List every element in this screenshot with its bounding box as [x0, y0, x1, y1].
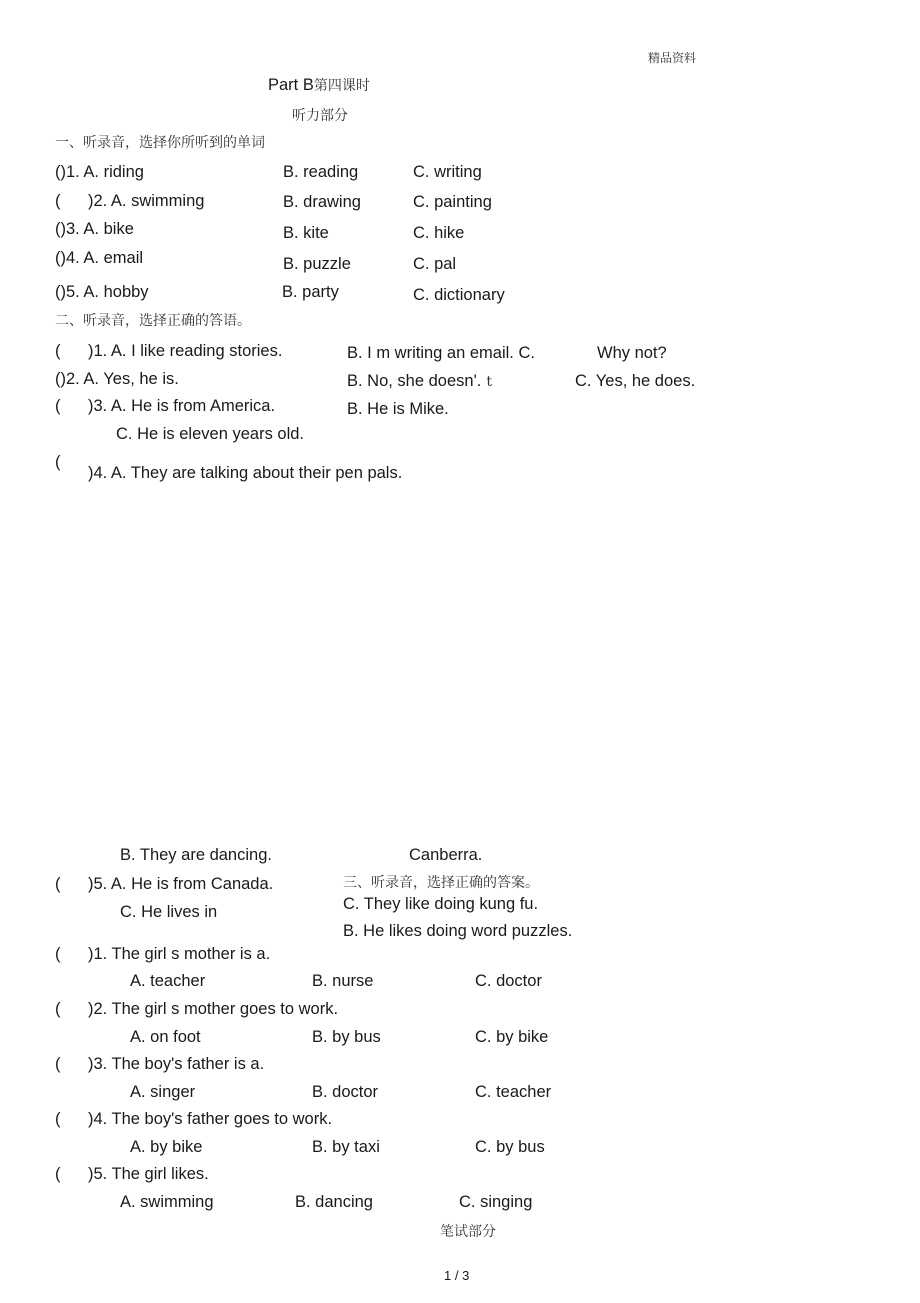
- s3-q5-c: C. singing: [459, 1193, 533, 1211]
- s1-q3-prefix: ()3. A. bike: [55, 220, 134, 238]
- s2-q5-c-tail: Canberra.: [409, 846, 483, 864]
- corner-label: 精品资料: [648, 51, 697, 65]
- s2-q1-b: B. I m writing an email. C.: [347, 344, 535, 362]
- s3-q4-q: )4. The boy's father goes to work.: [88, 1110, 333, 1128]
- s1-q4-b: B. puzzle: [283, 255, 351, 273]
- s2-q4-a: )4. A. They are talking about their pen pals.: [88, 464, 403, 482]
- title-part: Part B: [268, 76, 314, 94]
- s2-q3-paren: (: [55, 397, 61, 415]
- s3-q3-a: A. singer: [130, 1083, 196, 1101]
- page-number: 1 / 3: [444, 1268, 470, 1283]
- s2-q2-b-tail: t: [486, 374, 492, 390]
- s3-q2-paren: (: [55, 1000, 61, 1018]
- s2-q1-c: Why not?: [597, 344, 667, 362]
- s3-q1-q: )1. The girl s mother is a.: [88, 945, 271, 963]
- s1-q2-b: B. drawing: [283, 193, 361, 211]
- s2-q3-a: )3. A. He is from America.: [88, 397, 276, 415]
- s1-q5-c: C. dictionary: [413, 286, 505, 304]
- s3-q1-c: C. doctor: [475, 972, 542, 990]
- section-1-heading: 一、听录音，选择你所听到的单词: [55, 135, 265, 151]
- s1-q5-b: B. party: [282, 283, 339, 301]
- s1-q2-c: C. painting: [413, 193, 492, 211]
- s2-q5-b: B. He likes doing word puzzles.: [343, 922, 573, 940]
- s3-q4-b: B. by taxi: [312, 1138, 380, 1156]
- s3-q4-paren: (: [55, 1110, 61, 1128]
- s2-q3-c: C. He is eleven years old.: [116, 425, 305, 443]
- s2-q1-paren: (: [55, 342, 61, 360]
- section-2-heading: 二、听录音，选择正确的答语。: [55, 313, 251, 329]
- s3-q2-b: B. by bus: [312, 1028, 381, 1046]
- s3-q5-q: )5. The girl likes.: [88, 1165, 209, 1183]
- s2-q2-a: ()2. A. Yes, he is.: [55, 370, 179, 388]
- s1-q1-prefix: ()1. A. riding: [55, 163, 144, 181]
- s3-q2-q: )2. The girl s mother goes to work.: [88, 1000, 339, 1018]
- s1-q2-prefix: )2. A. swimming: [88, 192, 205, 210]
- s2-q4-b: B. They are dancing.: [120, 846, 272, 864]
- s3-q3-q: )3. The boy's father is a.: [88, 1055, 265, 1073]
- s1-q2-paren: (: [55, 192, 61, 210]
- s1-q5-prefix: ()5. A. hobby: [55, 283, 149, 301]
- s2-q3-b: B. He is Mike.: [347, 400, 449, 418]
- s2-q5-paren: (: [55, 875, 61, 893]
- s2-q1-a: )1. A. I like reading stories.: [88, 342, 283, 360]
- s1-q4-c: C. pal: [413, 255, 457, 273]
- s1-q1-b: B. reading: [283, 163, 359, 181]
- s2-q2-c: C. Yes, he does.: [575, 372, 696, 390]
- s1-q3-c: C. hike: [413, 224, 465, 242]
- s2-q5-c: C. He lives in: [120, 903, 218, 921]
- s3-q5-a: A. swimming: [120, 1193, 214, 1211]
- s1-q1-c: C. writing: [413, 163, 482, 181]
- s3-q1-a: A. teacher: [130, 972, 206, 990]
- s2-q2-b-text: B. No, she doesn'.: [347, 372, 482, 390]
- s2-q2-b: [347, 371, 492, 392]
- s2-q4-paren: (: [55, 453, 61, 471]
- s3-q2-a: A. on foot: [130, 1028, 201, 1046]
- s2-q4-c: C. They like doing kung fu.: [343, 895, 539, 913]
- s3-q5-paren: (: [55, 1165, 61, 1183]
- s3-q1-paren: (: [55, 945, 61, 963]
- section-3-heading: 三、听录音，选择正确的答案。: [343, 875, 539, 891]
- s3-q4-c: C. by bus: [475, 1138, 545, 1156]
- page-title: [268, 75, 370, 96]
- s3-q3-paren: (: [55, 1055, 61, 1073]
- title-cn: 第四课时: [313, 78, 370, 94]
- s3-q5-b: B. dancing: [295, 1193, 373, 1211]
- s1-q4-prefix: ()4. A. email: [55, 249, 144, 267]
- s3-q3-b: B. doctor: [312, 1083, 379, 1101]
- s2-q5-a: )5. A. He is from Canada.: [88, 875, 274, 893]
- s3-q4-a: A. by bike: [130, 1138, 203, 1156]
- s3-q1-b: B. nurse: [312, 972, 374, 990]
- s3-q2-c: C. by bike: [475, 1028, 549, 1046]
- written-part-heading: 笔试部分: [440, 1224, 496, 1240]
- s1-q3-b: B. kite: [283, 224, 329, 242]
- listening-subtitle: 听力部分: [292, 108, 348, 124]
- s3-q3-c: C. teacher: [475, 1083, 552, 1101]
